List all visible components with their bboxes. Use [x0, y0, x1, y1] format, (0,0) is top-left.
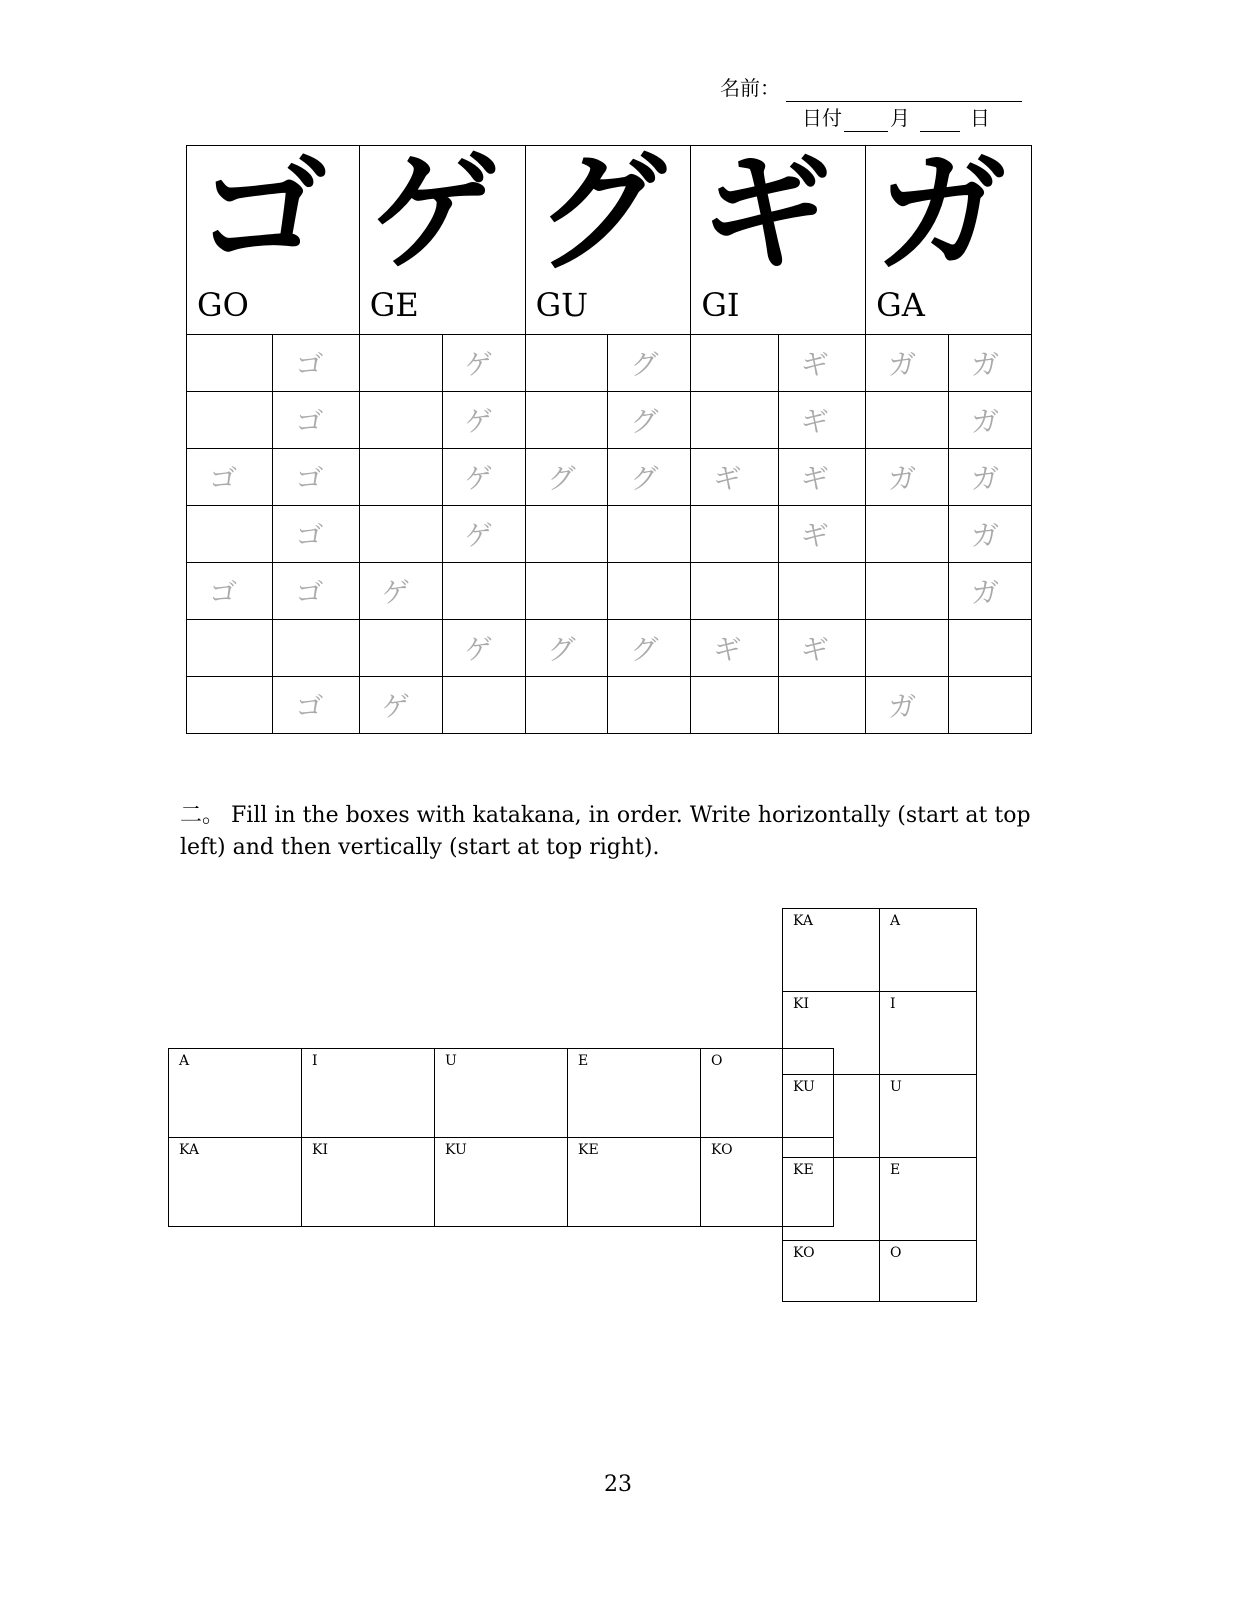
practice-cell[interactable] — [778, 449, 865, 506]
grid-cell[interactable]: U — [880, 1075, 977, 1158]
reference-kana: ガ — [876, 137, 1007, 289]
worksheet-header — [720, 74, 1040, 132]
grid-cell[interactable]: KE — [568, 1138, 701, 1227]
practice-cell[interactable] — [442, 392, 525, 449]
practice-cell[interactable] — [866, 392, 949, 449]
practice-row — [187, 392, 1032, 449]
practice-cell[interactable] — [525, 449, 608, 506]
practice-cell[interactable] — [778, 677, 865, 734]
practice-cell[interactable] — [608, 506, 691, 563]
practice-cell[interactable] — [866, 449, 949, 506]
practice-cell[interactable] — [273, 449, 359, 506]
practice-row — [187, 335, 1032, 392]
practice-cell[interactable] — [691, 620, 778, 677]
trace-kana: ゴ — [209, 462, 238, 495]
practice-row — [187, 506, 1032, 563]
practice-cell[interactable] — [273, 392, 359, 449]
practice-cell[interactable] — [778, 506, 865, 563]
practice-cell[interactable] — [187, 392, 273, 449]
practice-cell[interactable] — [608, 335, 691, 392]
practice-cell[interactable] — [949, 335, 1032, 392]
instruction-text: Fill in the boxes with katakana, in order. Write horizontally (start at top left) and then vertically (start at top right). — [180, 803, 1031, 860]
trace-kana: ギ — [800, 405, 829, 438]
grid-cell[interactable]: KI — [783, 992, 880, 1075]
grid-cell[interactable]: I — [880, 992, 977, 1075]
practice-row — [187, 677, 1032, 734]
trace-kana: ゴ — [295, 462, 324, 495]
reference-cell-gu — [525, 137, 691, 335]
practice-cell[interactable] — [442, 620, 525, 677]
trace-kana: ゴ — [295, 690, 324, 723]
month-label: 月 — [890, 106, 910, 130]
trace-kana: ゲ — [464, 633, 493, 666]
practice-cell[interactable] — [525, 563, 608, 620]
trace-kana: ゲ — [464, 519, 493, 552]
grid-cell[interactable]: O — [880, 1241, 977, 1302]
trace-kana: ゴ — [295, 576, 324, 609]
grid-row — [169, 1138, 834, 1227]
grid-cell[interactable]: KO — [701, 1138, 834, 1227]
name-field[interactable] — [786, 79, 1022, 102]
practice-cell[interactable] — [442, 677, 525, 734]
katakana-practice-grid — [186, 137, 1032, 734]
reference-cell-ge — [359, 137, 525, 335]
trace-kana: ガ — [888, 348, 917, 381]
practice-cell[interactable] — [608, 620, 691, 677]
grid-cell[interactable]: KI — [302, 1138, 435, 1227]
trace-kana: グ — [547, 633, 576, 666]
practice-cell[interactable] — [359, 335, 442, 392]
practice-cell[interactable] — [866, 563, 949, 620]
trace-kana: ギ — [713, 462, 742, 495]
practice-row — [187, 620, 1032, 677]
practice-cell[interactable] — [273, 677, 359, 734]
practice-cell[interactable] — [691, 563, 778, 620]
grid-cell[interactable]: E — [880, 1158, 977, 1241]
grid-cell[interactable]: O — [701, 1049, 834, 1138]
day-label: 日 — [970, 106, 990, 130]
practice-cell[interactable] — [691, 449, 778, 506]
grid-cell[interactable]: I — [302, 1049, 435, 1138]
trace-kana: グ — [630, 462, 659, 495]
trace-kana: ギ — [800, 462, 829, 495]
vertical-grid — [782, 908, 977, 1302]
trace-kana: グ — [547, 462, 576, 495]
grid-cell[interactable]: E — [568, 1049, 701, 1138]
grid-row — [783, 1241, 977, 1302]
practice-cell[interactable] — [866, 506, 949, 563]
reference-cell-gi — [691, 137, 866, 335]
reference-cell-ga — [866, 137, 1032, 335]
trace-kana: ゴ — [295, 405, 324, 438]
grid-row — [783, 1158, 977, 1241]
reference-romaji: GE — [369, 286, 419, 324]
practice-cell[interactable] — [273, 335, 359, 392]
practice-rows — [187, 335, 1032, 734]
practice-cell[interactable] — [691, 392, 778, 449]
practice-cell[interactable] — [778, 392, 865, 449]
practice-cell[interactable] — [187, 449, 273, 506]
trace-kana: ゲ — [381, 576, 410, 609]
reference-kana: ゲ — [369, 137, 500, 289]
horizontal-grid — [168, 1048, 834, 1227]
practice-cell[interactable] — [359, 392, 442, 449]
date-label: 日付 — [802, 106, 842, 130]
practice-cell[interactable] — [187, 335, 273, 392]
practice-cell[interactable] — [778, 563, 865, 620]
practice-cell[interactable] — [949, 677, 1032, 734]
practice-cell[interactable] — [866, 620, 949, 677]
practice-cell[interactable] — [866, 335, 949, 392]
trace-kana: グ — [630, 405, 659, 438]
trace-kana: ガ — [888, 690, 917, 723]
trace-kana: ゴ — [209, 576, 238, 609]
practice-cell[interactable] — [442, 506, 525, 563]
trace-kana: ギ — [800, 633, 829, 666]
practice-cell[interactable] — [691, 506, 778, 563]
trace-kana: ギ — [800, 519, 829, 552]
practice-cell[interactable] — [442, 335, 525, 392]
grid-row — [169, 1049, 834, 1138]
practice-cell[interactable] — [608, 449, 691, 506]
practice-cell[interactable] — [359, 449, 442, 506]
reference-romaji: GI — [701, 286, 740, 324]
practice-cell[interactable] — [525, 392, 608, 449]
reference-romaji: GU — [535, 286, 589, 324]
grid-cell[interactable]: KA — [783, 909, 880, 992]
grid-cell[interactable]: KA — [169, 1138, 302, 1227]
trace-kana: ゲ — [464, 462, 493, 495]
trace-kana: ガ — [971, 348, 1000, 381]
reference-row — [187, 146, 1032, 335]
practice-cell[interactable] — [187, 620, 273, 677]
practice-cell[interactable] — [359, 620, 442, 677]
instruction — [180, 800, 1040, 864]
trace-kana: ガ — [971, 405, 1000, 438]
reference-romaji: GA — [876, 286, 925, 324]
practice-cell[interactable] — [949, 506, 1032, 563]
practice-cell[interactable] — [949, 392, 1032, 449]
practice-cell[interactable] — [608, 677, 691, 734]
practice-cell[interactable] — [866, 677, 949, 734]
instruction-number: 二。 — [180, 803, 225, 828]
grid-cell[interactable]: KU — [783, 1075, 880, 1158]
trace-kana: ガ — [971, 462, 1000, 495]
grid-cell[interactable]: A — [169, 1049, 302, 1138]
practice-cell[interactable] — [525, 677, 608, 734]
practice-cell[interactable] — [359, 506, 442, 563]
practice-cell[interactable] — [187, 563, 273, 620]
trace-kana: ガ — [888, 462, 917, 495]
grid-row — [783, 1075, 977, 1158]
practice-cell[interactable] — [187, 506, 273, 563]
grid-cell[interactable]: KO — [783, 1241, 880, 1302]
practice-cell[interactable] — [608, 392, 691, 449]
practice-cell[interactable] — [442, 449, 525, 506]
grid-cell[interactable]: KE — [783, 1158, 880, 1241]
grid-row — [783, 992, 977, 1075]
practice-cell[interactable] — [691, 335, 778, 392]
page-number: 23 — [604, 1472, 632, 1497]
trace-kana: ゲ — [464, 348, 493, 381]
grid-cell[interactable]: KU — [435, 1138, 568, 1227]
practice-cell[interactable] — [187, 677, 273, 734]
reference-kana: ゴ — [197, 137, 328, 289]
grid-row — [783, 909, 977, 992]
reference-cell-go — [187, 137, 360, 335]
practice-cell[interactable] — [273, 563, 359, 620]
practice-cell[interactable] — [525, 620, 608, 677]
trace-kana: ゲ — [381, 690, 410, 723]
practice-cell[interactable] — [608, 563, 691, 620]
practice-cell[interactable] — [359, 677, 442, 734]
practice-cell[interactable] — [525, 506, 608, 563]
practice-cell[interactable] — [273, 506, 359, 563]
practice-cell[interactable] — [778, 335, 865, 392]
practice-cell[interactable] — [949, 620, 1032, 677]
practice-cell[interactable] — [525, 335, 608, 392]
trace-kana: ギ — [713, 633, 742, 666]
practice-cell[interactable] — [273, 620, 359, 677]
name-label: 名前： — [720, 76, 780, 100]
reference-romaji: GO — [197, 286, 249, 324]
practice-cell[interactable] — [359, 563, 442, 620]
grid-cell[interactable]: U — [435, 1049, 568, 1138]
month-field[interactable] — [844, 109, 888, 132]
practice-cell[interactable] — [778, 620, 865, 677]
trace-kana: ゲ — [464, 405, 493, 438]
reference-kana: ギ — [701, 137, 832, 289]
practice-row — [187, 563, 1032, 620]
day-field[interactable] — [920, 109, 960, 132]
trace-kana: グ — [630, 633, 659, 666]
practice-cell[interactable] — [691, 677, 778, 734]
practice-cell[interactable] — [442, 563, 525, 620]
practice-cell[interactable] — [949, 563, 1032, 620]
trace-kana: ゴ — [295, 519, 324, 552]
trace-kana: グ — [630, 348, 659, 381]
practice-row — [187, 449, 1032, 506]
trace-kana: ガ — [971, 519, 1000, 552]
trace-kana: ギ — [800, 348, 829, 381]
reference-kana: グ — [535, 137, 666, 289]
trace-kana: ゴ — [295, 348, 324, 381]
grid-cell[interactable]: A — [880, 909, 977, 992]
practice-cell[interactable] — [949, 449, 1032, 506]
trace-kana: ガ — [971, 576, 1000, 609]
